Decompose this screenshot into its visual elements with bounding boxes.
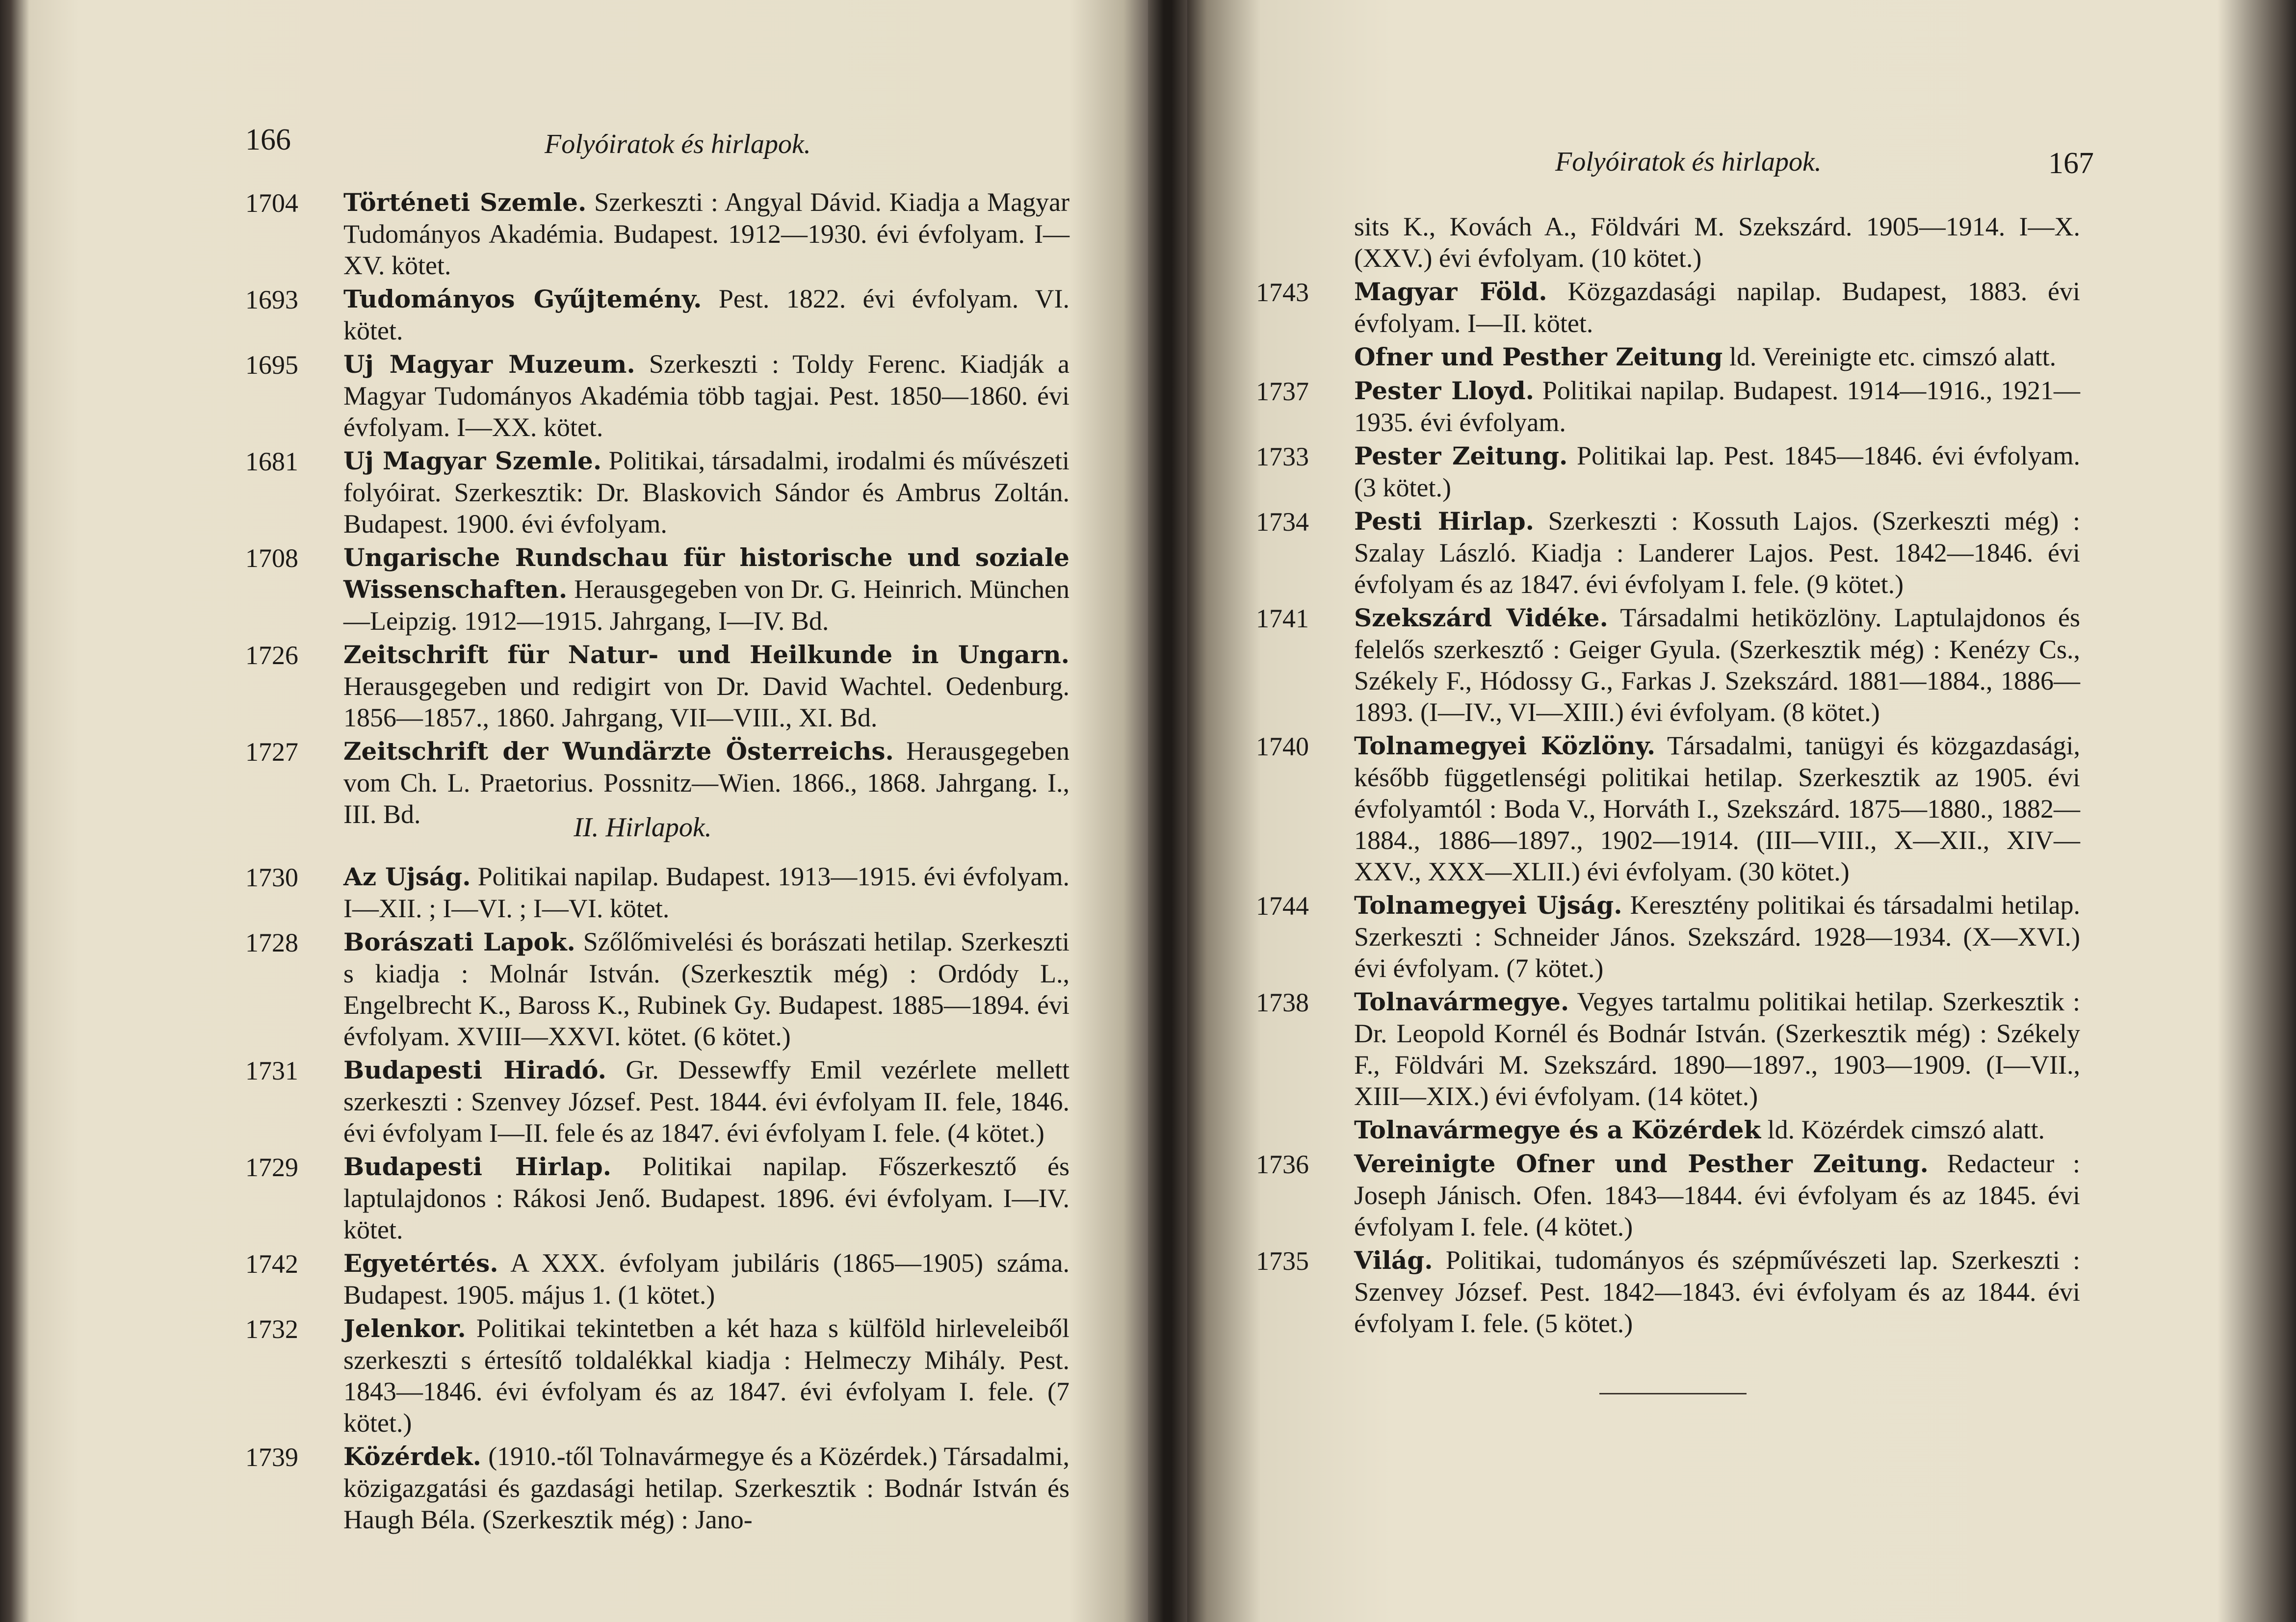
entry-text: Szerkeszti : Angyal Dávid. Kiadja a Magyar Tudományos Akadémia. Budapest. 1912—1930. évi évfolyam. I—XV. kötet.: [343, 187, 1070, 280]
right-running-head: Folyóiratok és hirlapok.: [1555, 147, 1822, 177]
entry-body: [1354, 505, 2080, 600]
entry-body: [1354, 211, 2080, 274]
entry-title: Tudományos Gyűjtemény.: [343, 284, 702, 313]
catalog-entry: [1256, 276, 2090, 339]
entry-body: [1354, 1114, 2080, 1146]
entry-text: Szerkeszti : Kossuth Lajos. (Szerkeszti még) : Szalay László. Kiadja : Landerer Lajos. Pest. 1842—1846. évi évfolyam és az 1847. évi évfolyam I. fele. (9 kötet.): [1354, 506, 2080, 599]
catalog-entry: [245, 283, 1089, 346]
entry-text: Társadalmi, tanügyi és közgazdasági, később függetlenségi politikai hetilap. Szerkesztik az 1905. évi évfolyamtól : Boda V., Horváth I., Szekszárd. 1875—1880., 1882—1884., 1886—1897., 1902—1914. (III—VIII., X—XII., XIV—XXV., XXX—XLII.) évi évfolyam. (30 kötet.): [1354, 731, 2081, 886]
entry-title: Az Ujság.: [343, 862, 471, 891]
entry-text: Politikai napilap. Főszerkesztő és laptulajdonos : Rákosi Jenő. Budapest. 1896. évi évfolyam. I—IV. kötet.: [343, 1152, 1070, 1244]
entry-title: Világ.: [1354, 1246, 1433, 1275]
entry-body: [343, 1054, 1070, 1149]
entry-text: Politikai lap. Pest. 1845—1846. évi évfolyam. (3 kötet.): [1354, 441, 2080, 502]
entry-title: Jelenkor.: [343, 1314, 466, 1343]
entry-body: [343, 445, 1070, 540]
entry-text: Politikai napilap. Budapest. 1913—1915. évi évfolyam. I—XII. ; I—VI. ; I—VI. kötet.: [343, 862, 1070, 923]
catalog-entry: [245, 926, 1089, 1052]
catalog-entry: [245, 861, 1089, 924]
entry-number: 1741: [1256, 604, 1309, 633]
catalog-entry: [1256, 889, 2090, 984]
entry-text: Politikai, tudományos és szépművészeti lap. Szerkeszti : Szenvey József. Pest. 1842—1843. évi évfolyam és az 1844. évi évfolyam I. fele. (5 kötet.): [1354, 1245, 2080, 1338]
end-rule: [1599, 1393, 1747, 1394]
entry-body: [343, 186, 1070, 281]
entry-body: [343, 348, 1070, 443]
entry-body: [1354, 986, 2080, 1112]
catalog-entry: [1256, 986, 2090, 1112]
entry-number: 1729: [245, 1153, 298, 1182]
entry-text: Pest. 1822. évi évfolyam. VI. kötet.: [343, 284, 1070, 345]
catalog-entry: [245, 639, 1089, 733]
entry-body: [1354, 341, 2080, 373]
entry-number: 1728: [245, 928, 298, 957]
entry-text: Redacteur : Joseph Jánisch. Ofen. 1843—1844. évi évfolyam és az 1845. évi évfolyam I. fele. (4 kötet.): [1354, 1149, 2080, 1241]
left-newspaper-entries: [245, 861, 1089, 1537]
entry-number: 1736: [1256, 1150, 1309, 1179]
entry-title: Borászati Lapok.: [343, 927, 575, 956]
entry-text: Politikai tekintetben a két haza s külföld hirleveleiből szerkeszti s értesítő toldalékkal kiadja : Helmeczy Mihály. Pest. 1843—1846. évi évfolyam és az 1847. évi évfolyam I. fele. (7 kötet.): [343, 1313, 1070, 1438]
catalog-entry: [1256, 440, 2090, 503]
entry-number: 1732: [245, 1314, 298, 1344]
entry-title: Uj Magyar Szemle.: [343, 446, 602, 475]
entry-body: [1354, 1148, 2080, 1242]
catalog-entry: [1256, 1148, 2090, 1242]
entry-title: Ofner und Pesther Zeitung: [1354, 342, 1723, 371]
entry-title: Ungarische Rundschau für historische und soziale Wissenschaften.: [343, 543, 1070, 604]
catalog-entry: [245, 541, 1089, 637]
left-running-head: Folyóiratok és hirlapok.: [545, 129, 811, 159]
catalog-entry: [1256, 211, 2090, 274]
entry-text: Vegyes tartalmu politikai hetilap. Szerkesztik : Dr. Leopold Kornél és Bodnár István. (Szerkesztik még) : Székely F., Földvári M. Szekszárd. 1890—1897., 1903—1909. (I—VII., XIII—XIX.) évi évfolyam. (14 kötet.): [1354, 987, 2080, 1111]
entry-title: Tolnavármegye.: [1354, 987, 1569, 1016]
left-page-number: 166: [245, 123, 291, 156]
entry-title: Történeti Szemle.: [343, 188, 587, 217]
entry-title: Budapesti Hirlap.: [343, 1152, 612, 1181]
entry-title: Zeitschrift der Wundärzte Österreichs.: [343, 737, 894, 766]
catalog-entry: [1256, 602, 2090, 728]
catalog-entry: [1256, 1244, 2090, 1339]
entry-title: Egyetértés.: [343, 1249, 498, 1278]
entry-body: [1354, 1244, 2080, 1339]
catalog-entry: [245, 348, 1089, 443]
catalog-entry: [1256, 1114, 2090, 1146]
entry-text: Politikai, társadalmi, irodalmi és művészeti folyóirat. Szerkesztik: Dr. Blaskovich Sándor és Ambrus Zoltán. Budapest. 1900. évi évfolyam.: [343, 446, 1070, 539]
catalog-entry: [1256, 375, 2090, 438]
entry-number: 1727: [245, 737, 298, 767]
catalog-entry: [245, 1247, 1089, 1311]
entry-title: Pester Zeitung.: [1354, 441, 1568, 470]
entry-body: [343, 1441, 1070, 1535]
entry-text: Szőlőmivelési és borászati hetilap. Szerkeszti s kiadja : Molnár István. (Szerkesztik még) : Ordódy L., Engelbrecht K., Baross K., Rubinek Gy. Budapest. 1885—1894. évi évfolyam. XVIII—XXVI. kötet. (6 kötet.): [343, 927, 1070, 1051]
entry-title: Zeitschrift für Natur- und Heilkunde in Ungarn.: [343, 640, 1070, 669]
entry-body: [343, 926, 1070, 1052]
entry-body: [343, 283, 1070, 346]
entry-number: 1733: [1256, 442, 1309, 471]
entry-text: Közgazdasági napilap. Budapest, 1883. évi évfolyam. I—II. kötet.: [1354, 277, 2080, 338]
entry-text: ld. Közérdek cimszó alatt.: [1761, 1115, 2045, 1144]
catalog-entry: [1256, 730, 2090, 887]
entry-title: Tolnamegyei Közlöny.: [1354, 731, 1656, 760]
catalog-entry: [245, 1054, 1089, 1149]
entry-text: ld. Vereinigte etc. cimszó alatt.: [1722, 342, 2057, 371]
entry-number: 1731: [245, 1056, 298, 1085]
entry-text: Gr. Dessewffy Emil vezérlete mellett szerkeszti : Szenvey József. Pest. 1844. évi évfolyam II. fele, 1846. évi évfolyam I—II. fele és az 1847. évi évfolyam I. fele. (4 kötet.): [343, 1055, 1070, 1148]
entry-body: [1354, 375, 2080, 438]
entry-body: [1354, 440, 2080, 503]
entry-body: [343, 639, 1070, 733]
entry-number: 1738: [1256, 988, 1309, 1017]
catalog-entry: [1256, 505, 2090, 600]
catalog-entry: [245, 1313, 1089, 1439]
entry-body: [343, 541, 1070, 637]
entry-body: [343, 1151, 1070, 1245]
book-gutter: [1148, 0, 1187, 1622]
entry-text: (1910.-től Tolnavármegye és a Közérdek.) Társadalmi, közigazgatási és gazdasági hetilap. Szerkesztik : Bodnár István és Haugh Béla. (Szerkesztik még) : Jano-: [343, 1442, 1070, 1534]
entry-text: A XXX. évfolyam jubiláris (1865—1905) száma. Budapest. 1905. május 1. (1 kötet.): [343, 1248, 1070, 1310]
entry-title: Szekszárd Vidéke.: [1354, 603, 1608, 632]
entry-number: 1730: [245, 863, 298, 892]
entry-number: 1734: [1256, 507, 1309, 537]
entry-text: Szerkeszti : Toldy Ferenc. Kiadják a Magyar Tudományos Akadémia több tagjai. Pest. 1850—1860. évi évfolyam. I—XX. kötet.: [343, 349, 1070, 442]
entry-text: Keresztény politikai és társadalmi hetilap. Szerkeszti : Schneider János. Szekszárd. 1928—1934. (X—XVI.) évi évfolyam. (7 kötet.): [1354, 890, 2080, 983]
entry-number: 1739: [245, 1442, 298, 1472]
entry-number: 1681: [245, 447, 298, 476]
right-entries: [1256, 211, 2090, 1341]
catalog-entry: [245, 186, 1089, 281]
entry-number: 1737: [1256, 377, 1309, 406]
entry-title: Vereinigte Ofner und Pesther Zeitung.: [1354, 1149, 1929, 1178]
entry-text: Herausgegeben und redigirt von Dr. David Wachtel. Oedenburg. 1856—1857., 1860. Jahrgang, VII—VIII., XI. Bd.: [343, 671, 1070, 732]
entry-body: [1354, 602, 2080, 728]
entry-body: [1354, 276, 2080, 339]
entry-number: 1693: [245, 285, 298, 314]
catalog-entry: [245, 1151, 1089, 1245]
entry-number: 1740: [1256, 732, 1309, 761]
entry-body: [1354, 730, 2080, 887]
entry-title: Pesti Hirlap.: [1354, 507, 1535, 536]
entry-title: Magyar Föld.: [1354, 277, 1547, 306]
entry-body: [343, 1313, 1070, 1439]
entry-title: Közérdek.: [343, 1442, 482, 1471]
entry-body: [1354, 889, 2080, 984]
entry-number: 1726: [245, 641, 298, 670]
entry-number: 1744: [1256, 891, 1309, 921]
entry-title: Tolnamegyei Ujság.: [1354, 891, 1622, 920]
entry-title: Pester Lloyd.: [1354, 376, 1535, 405]
entry-title: Budapesti Hiradó.: [343, 1056, 607, 1084]
entry-title: Tolnavármegye és a Közérdek: [1354, 1115, 1761, 1144]
entry-body: [343, 1247, 1070, 1311]
entry-number: 1735: [1256, 1246, 1309, 1276]
catalog-entry: [245, 1441, 1089, 1535]
section-title-hirlapok: II. Hirlapok.: [574, 812, 712, 843]
entry-text: Politikai napilap. Budapest. 1914—1916., 1921—1935. évi évfolyam.: [1354, 376, 2080, 437]
catalog-entry: [245, 445, 1089, 540]
entry-text: Herausgegeben vom Ch. L. Praetorius. Possnitz—Wien. 1866., 1868. Jahrgang. I., III. Bd.: [343, 736, 1070, 829]
entry-text: Herausgegeben von Dr. G. Heinrich. München—Leipzig. 1912—1915. Jahrgang, I—IV. Bd.: [343, 574, 1070, 636]
entry-body: [343, 861, 1070, 924]
entry-number: 1708: [245, 543, 298, 573]
right-page: [1187, 0, 2296, 1622]
entry-title: Uj Magyar Muzeum.: [343, 350, 635, 379]
entry-number: 1742: [245, 1249, 298, 1279]
left-journal-entries: [245, 186, 1089, 832]
entry-number: 1743: [1256, 278, 1309, 307]
right-page-number: 167: [2048, 147, 2094, 180]
entry-text: sits K., Kovách A., Földvári M. Szekszárd. 1905—1914. I—X. (XXV.) évi évfolyam. (10 kötet.): [1354, 212, 2080, 273]
entry-number: 1695: [245, 350, 298, 380]
entry-number: 1704: [245, 188, 298, 218]
catalog-entry: [1256, 341, 2090, 373]
entry-text: Társadalmi hetiközlöny. Laptulajdonos és felelős szerkesztő : Geiger Gyula. (Szerkesztik még) : Kenézy Cs., Székely F., Hódossy G., Farkas J. Szekszárd. 1881—1884., 1886—1893. (I—IV., VI—XIII.) évi évfolyam. (8 kötet.): [1354, 603, 2080, 727]
